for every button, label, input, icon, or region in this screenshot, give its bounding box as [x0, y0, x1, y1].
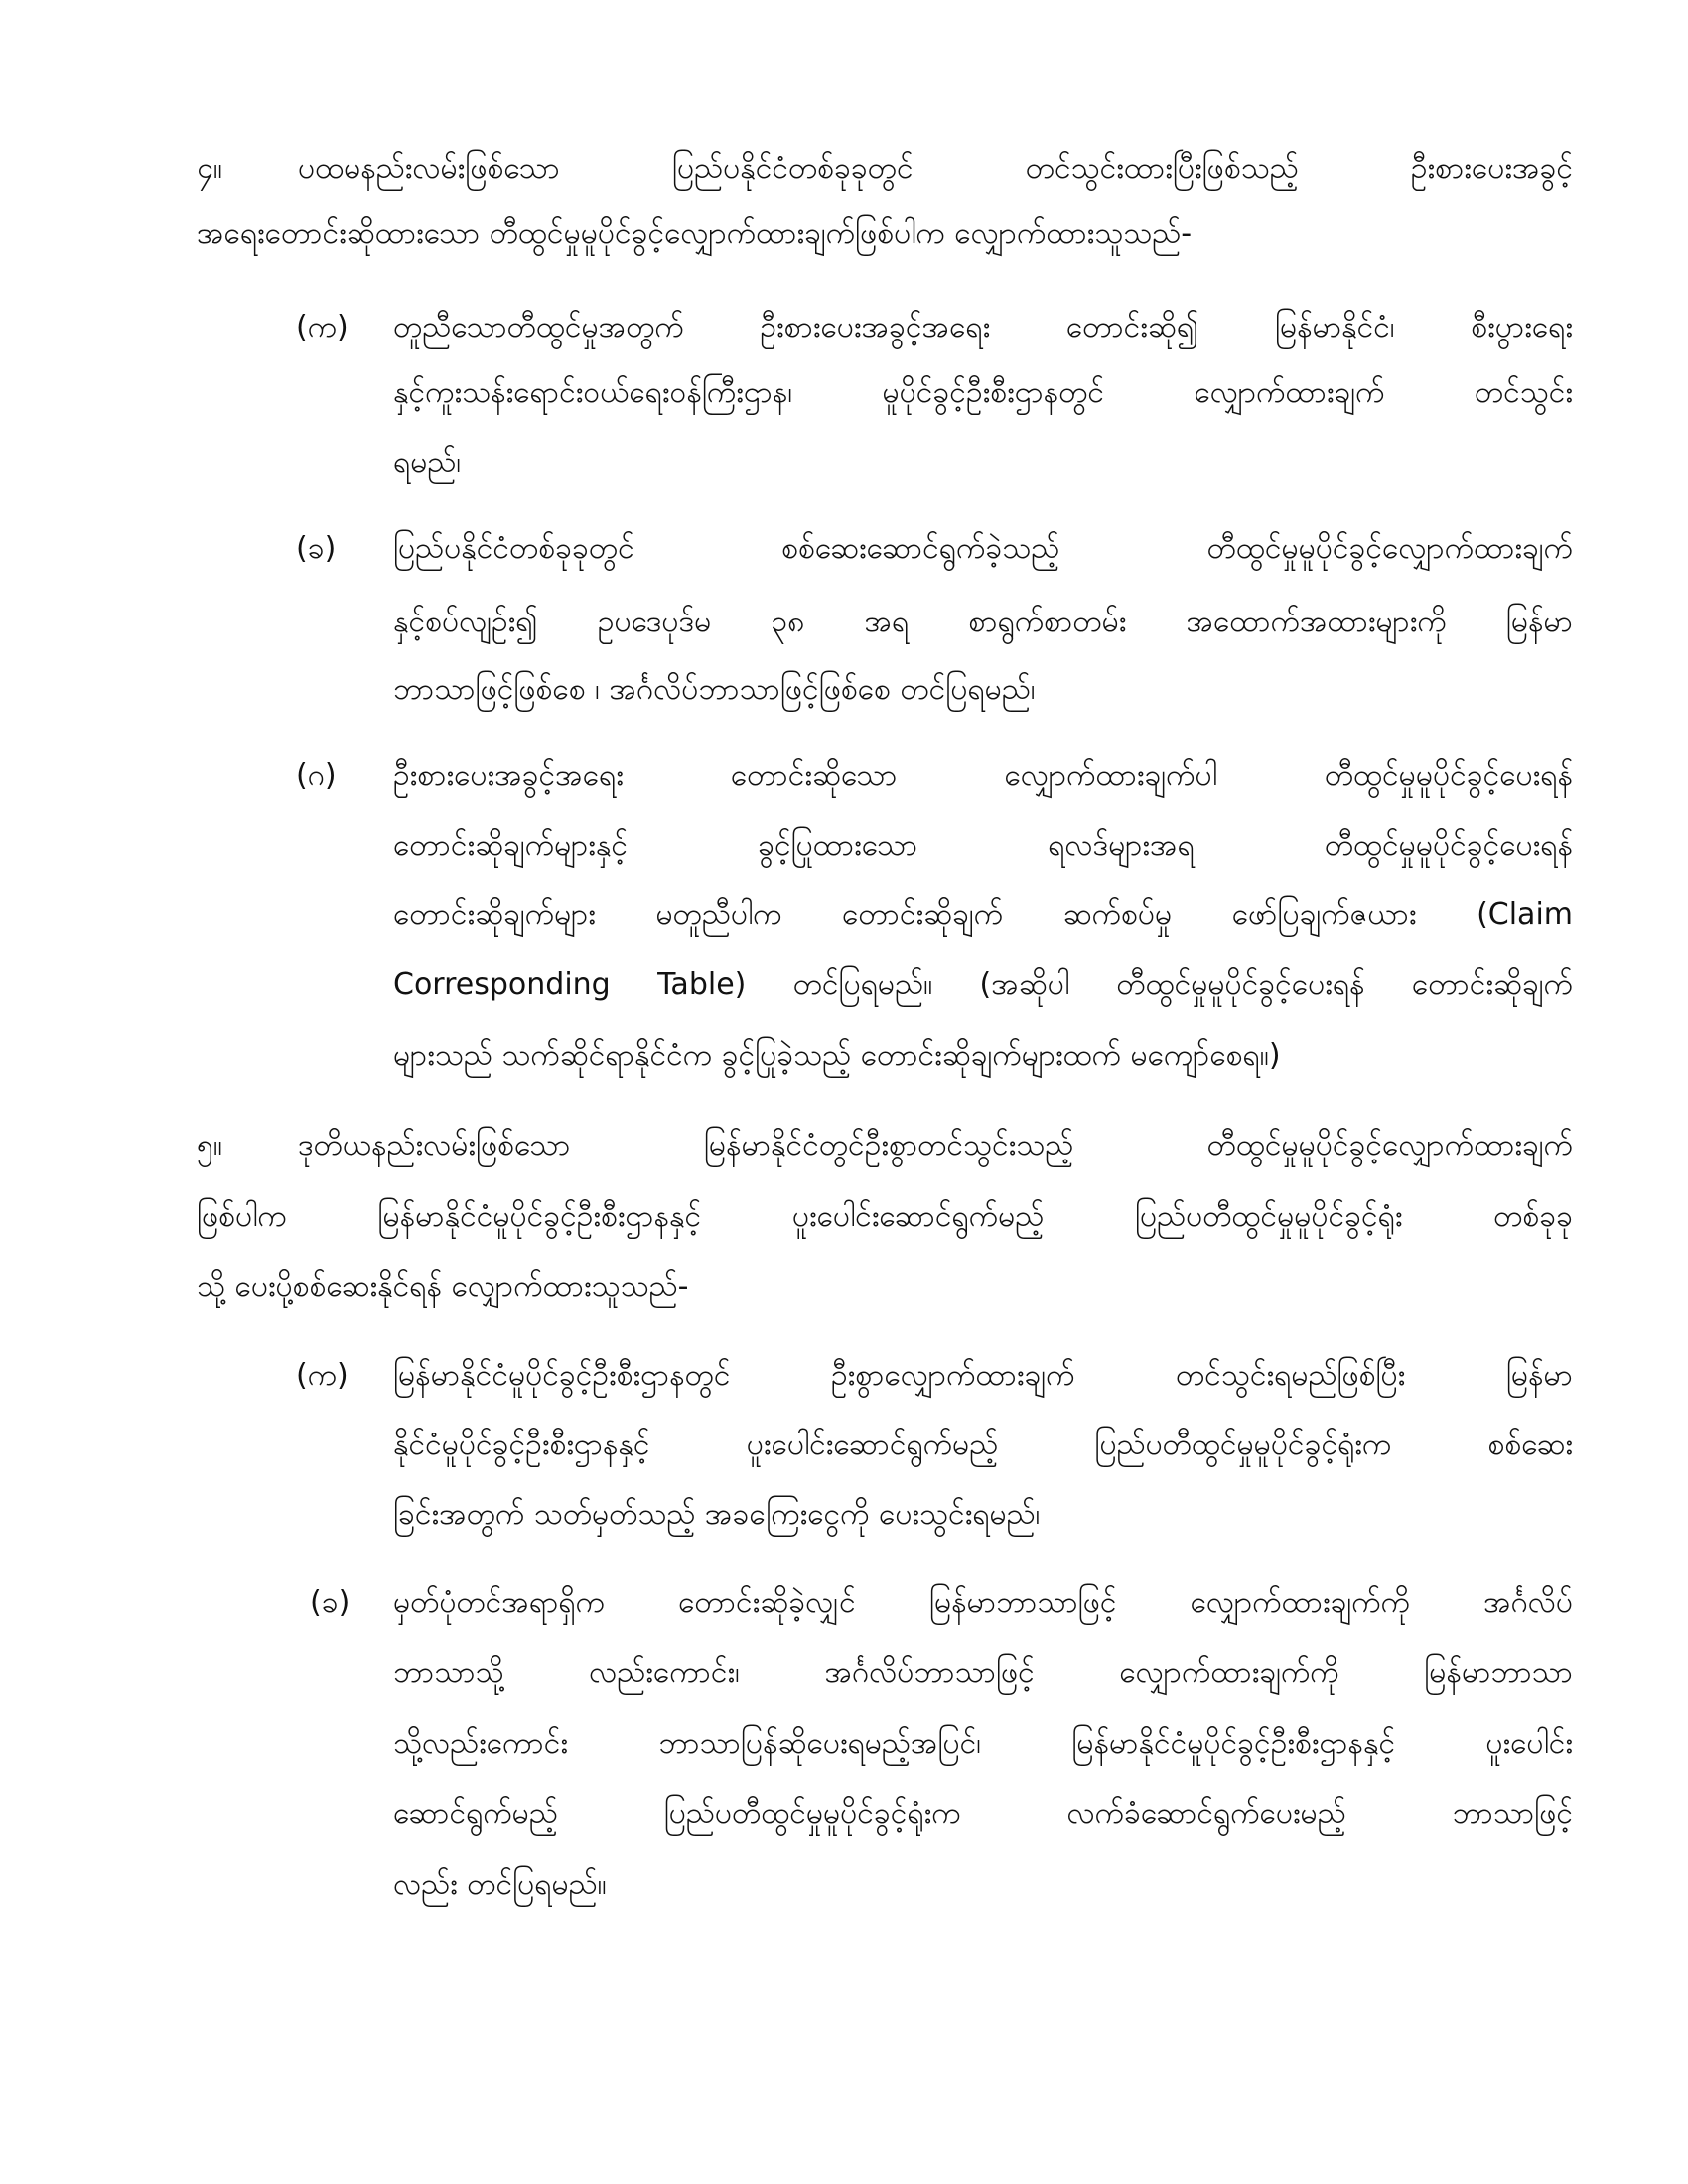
- item-line: ဦးစားပေးအခွင့်အရေး တောင်းဆိုသော လျှောက်ထားချက်ပါ တီထွင်မှုမူပိုင်ခွင့်ပေးရန်: [393, 758, 1573, 793]
- item-line: ခြင်းအတွက် သတ်မှတ်သည့် အခကြေးငွေကို ပေးသွင်းရမည်၊: [393, 1497, 1041, 1532]
- item-line: ဘာသာသို့ လည်းကောင်း၊ အင်္ဂလိပ်ဘာသာဖြင့် လျှောက်ထားချက်ကို မြန်မာဘာသာ: [393, 1655, 1573, 1690]
- paragraph-line: ဒုတိယနည်းလမ်းဖြစ်သော မြန်မာနိုင်ငံတွင်ဦးစွာတင်သွင်းသည့် တီထွင်မှုမူပိုင်ခွင့်လျှောက်ထားချက်: [298, 1128, 1573, 1162]
- item-line: မှတ်ပုံတင်အရာရှိက တောင်းဆိုခဲ့လျှင် မြန်မာဘာသာဖြင့် လျှောက်ထားချက်ကို အင်္ဂလိပ်: [393, 1585, 1573, 1620]
- item-line: လည်း တင်ပြရမည်။: [393, 1867, 607, 1902]
- paragraph-line: အရေးတောင်းဆိုထားသော တီထွင်မှုမူပိုင်ခွင့်လျှောက်ထားချက်ဖြစ်ပါက လျှောက်ထားသူသည်-: [197, 216, 1193, 251]
- paragraph-line: ပထမနည်းလမ်းဖြစ်သော ပြည်ပနိုင်ငံတစ်ခုခုတွင် တင်သွင်းထားပြီးဖြစ်သည့် ဦးစားပေးအခွင့်: [298, 151, 1573, 186]
- section-number: ၄။: [197, 151, 222, 186]
- item-line: သို့လည်းကောင်း ဘာသာပြန်ဆိုပေးရမည့်အပြင်၊ မြန်မာနိုင်ငံမူပိုင်ခွင့်ဦးစီးဌာနနှင့် ပူးပေါင်း: [393, 1726, 1573, 1761]
- item-label: (ခ): [296, 531, 337, 566]
- item-line: ဆောင်ရွက်မည့် ပြည်ပတီထွင်မှုမူပိုင်ခွင့်ရုံးက လက်ခံဆောင်ရွက်ပေးမည့် ဘာသာဖြင့်: [393, 1796, 1573, 1831]
- item-line: တူညီသောတီထွင်မှုအတွက် ဦးစားပေးအခွင့်အရေး တောင်းဆို၍ မြန်မာနိုင်ငံ၊ စီးပွားရေး: [393, 310, 1573, 344]
- item-line: နှင့်စပ်လျဉ်း၍ ဥပဒေပုဒ်မ ၃၈ အရ စာရွက်စာတမ်း အထောက်အထားများကို မြန်မာ: [393, 605, 1573, 639]
- item-line: ပြည်ပနိုင်ငံတစ်ခုခုတွင် စစ်ဆေးဆောင်ရွက်ခဲ့သည့် တီထွင်မှုမူပိုင်ခွင့်လျှောက်ထားချက်: [393, 531, 1573, 566]
- item-line: မြန်မာနိုင်ငံမူပိုင်ခွင့်ဦးစီးဌာနတွင် ဦးစွာလျှောက်ထားချက် တင်သွင်းရမည်ဖြစ်ပြီး မြန်မာ: [393, 1358, 1573, 1393]
- item-label: (ဂ): [296, 758, 337, 793]
- paragraph-line: ဖြစ်ပါက မြန်မာနိုင်ငံမူပိုင်ခွင့်ဦးစီးဌာနနှင့် ပူးပေါင်းဆောင်ရွက်မည့် ပြည်ပတီထွင်မှုမူပိုင်ခွင့်ရုံး တစ်ခုခု: [197, 1199, 1573, 1234]
- item-line: နှင့်ကူးသန်းရောင်းဝယ်ရေးဝန်ကြီးဌာန၊ မူပိုင်ခွင့်ဦးစီးဌာနတွင် လျှောက်ထားချက် တင်သွင်း: [393, 375, 1573, 410]
- item-line: Corresponding Table) တင်ပြရမည်။ (အဆိုပါ တီထွင်မှုမူပိုင်ခွင့်ပေးရန် တောင်းဆိုချက်: [393, 967, 1573, 1002]
- item-line: တောင်းဆိုချက်များ မတူညီပါက တောင်းဆိုချက် ဆက်စပ်မှု ဖော်ပြချက်ဇယား (Claim: [393, 897, 1573, 932]
- section-number: ၅။: [197, 1128, 222, 1162]
- item-line: နိုင်ငံမူပိုင်ခွင့်ဦးစီးဌာနနှင့် ပူးပေါင်းဆောင်ရွက်မည့် ပြည်ပတီထွင်မှုမူပိုင်ခွင့်ရုံးက စစ်ဆေး: [393, 1428, 1573, 1462]
- item-label: (ခ): [310, 1585, 351, 1620]
- paragraph-line: သို့ ပေးပို့စစ်ဆေးနိုင်ရန် လျှောက်ထားသူသည်-: [197, 1269, 689, 1303]
- item-label: (က): [296, 310, 349, 344]
- item-line: တောင်းဆိုချက်များနှင့် ခွင့်ပြုထားသော ရလဒ်များအရ တီထွင်မှုမူပိုင်ခွင့်ပေးရန်: [393, 828, 1573, 863]
- item-line: ဘာသာဖြင့်ဖြစ်စေ ၊ အင်္ဂလိပ်ဘာသာဖြင့်ဖြစ်စေ တင်ပြရမည်၊: [393, 672, 1036, 707]
- item-label: (က): [296, 1358, 349, 1393]
- item-line: များသည် သက်ဆိုင်ရာနိုင်ငံက ခွင့်ပြုခဲ့သည့် တောင်းဆိုချက်များထက် မကျော်စေရ။): [393, 1038, 1281, 1073]
- item-line: ရမည်၊: [393, 445, 462, 479]
